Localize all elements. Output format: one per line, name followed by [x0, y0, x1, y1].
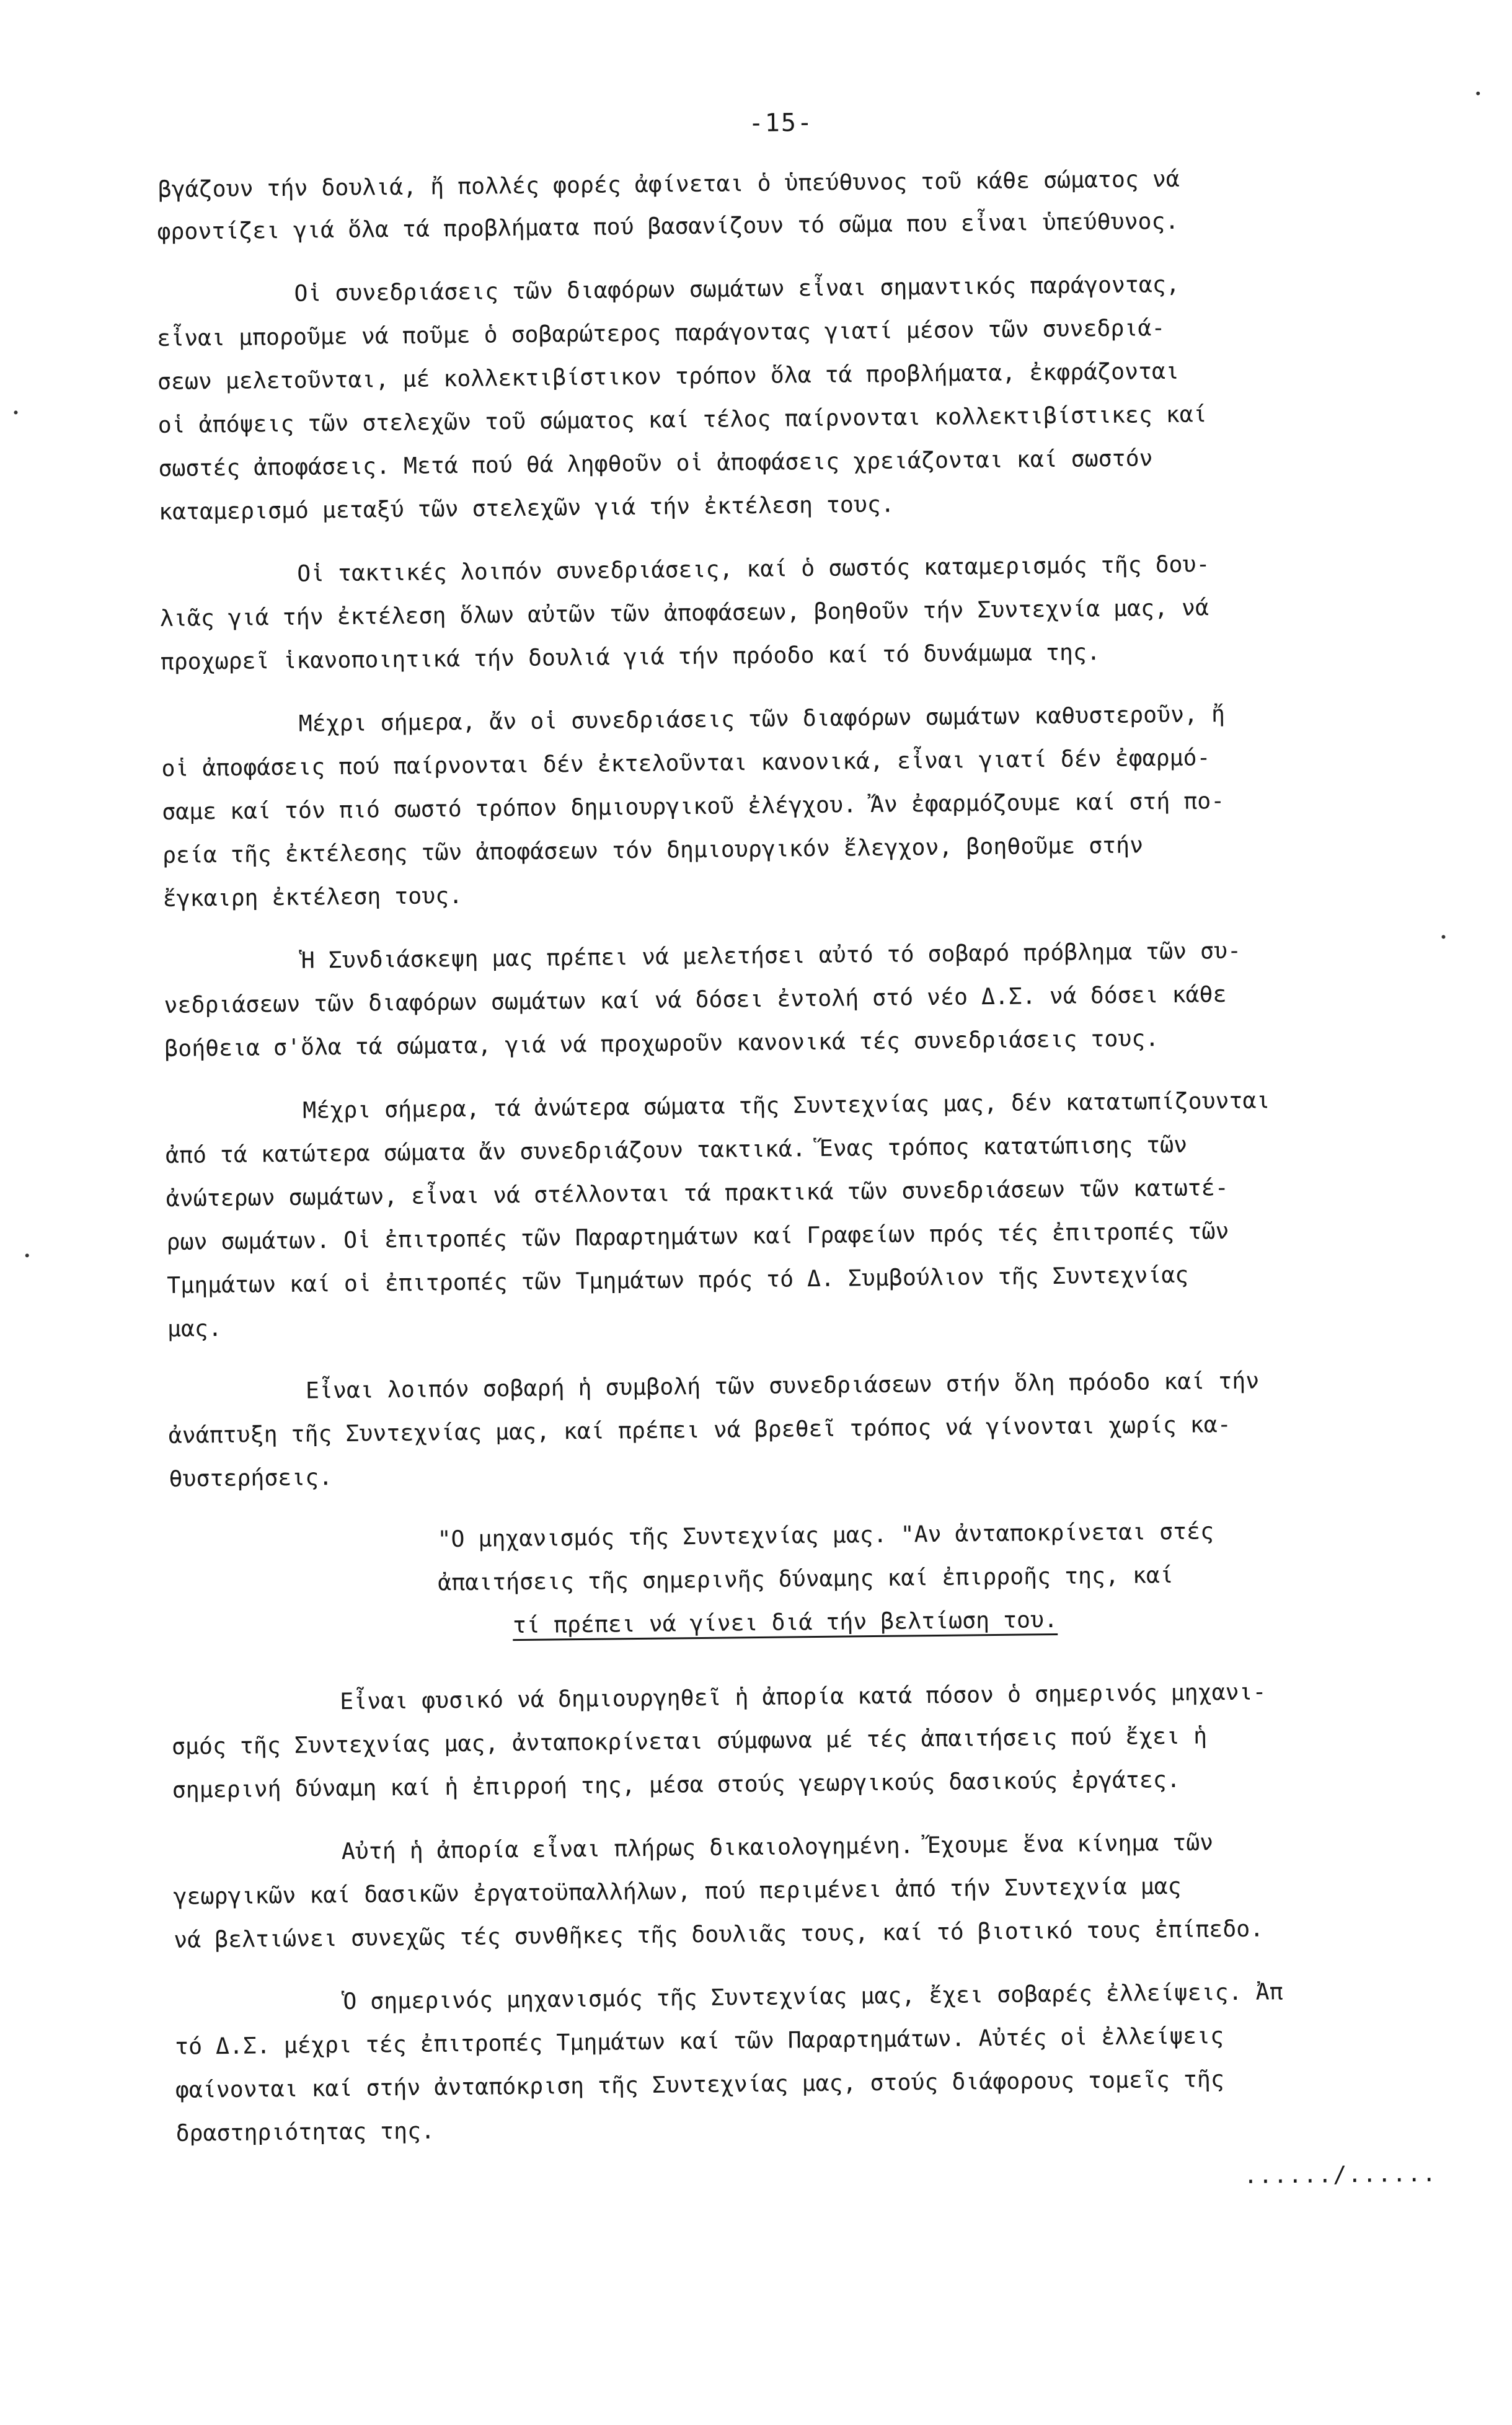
text-line: εἶναι μποροῦμε νά ποῦμε ὁ σοβαρώτερος παράγοντας γιατί μέσον τῶν συνεδριά- — [157, 314, 1165, 352]
text-line: μας. — [167, 1315, 223, 1342]
text-line: σωστές ἀποφάσεις. Μετά πού θά ληφθοῦν οἱ ἀποφάσεις χρειάζονται καί σωστόν — [158, 444, 1153, 482]
text-line: Οἱ τακτικές λοιπόν συνεδριάσεις, καί ὁ σωστός καταμερισμός τῆς δου- — [297, 550, 1210, 587]
text-line: οἱ ἀπόψεις τῶν στελεχῶν τοῦ σώματος καί τέλος παίρνονται κολλεκτιβίστικες καί — [157, 400, 1207, 439]
text-line: θυστερήσεις. — [169, 1464, 333, 1492]
text-line: βοήθεια σ'ὅλα τά σώματα, γιά νά προχωροῦν κανονικά τές συνεδριάσεις τους. — [164, 1025, 1159, 1062]
text-line: Εἶναι φυσικό νά δημιουργηθεῖ ἡ ἀπορία κατά πόσον ὁ σημερινός μηχανι- — [340, 1678, 1267, 1715]
text-line: σαμε καί τόν πιό σωστό τρόπον δημιουργικοῦ ἐλέγχου. Ἄν ἐφαρμόζουμε καί στή πο- — [162, 787, 1225, 825]
text-line: Μέχρι σήμερα, τά ἀνώτερα σώματα τῆς Συντεχνίας μας, δέν κατατωπίζουνται — [303, 1087, 1270, 1124]
scan-speck — [1476, 92, 1480, 95]
text-line: σημερινή δύναμη καί ἡ ἐπιρροή της, μέσα στούς γεωργικούς δασικούς ἐργάτες. — [172, 1765, 1181, 1803]
text-line: σεων μελετοῦνται, μέ κολλεκτιβίστικον τρόπον ὅλα τά προβλήματα, ἐκφράζονται — [157, 357, 1180, 395]
scan-speck — [25, 1253, 29, 1257]
scan-speck — [14, 410, 17, 414]
text-line: Μέχρι σήμερα, ἄν οἱ συνεδριάσεις τῶν διαφόρων σωμάτων καθυστεροῦν, ἤ — [298, 700, 1226, 737]
text-line: ἀνάπτυξη τῆς Συντεχνίας μας, καί πρέπει νά βρεθεῖ τρόπος νά γίνονται χωρίς κα- — [168, 1410, 1231, 1449]
text-line: Εἶναι λοιπόν σοβαρή ἡ συμβολή τῶν συνεδριάσεων στήν ὅλη πρόοδο καί τήν — [305, 1367, 1260, 1404]
text-line: ἀνώτερων σωμάτων, εἶναι νά στέλλονται τά πρακτικά τῶν συνεδριάσεων τῶν κατωτέ- — [166, 1174, 1229, 1212]
text-line: Ὁ σημερινός μηχανισμός τῆς Συντεχνίας μας, ἔχει σοβαρές ἐλλείψεις. Ἀπ — [343, 1978, 1283, 2015]
text-line: προχωρεῖ ἱκανοποιητικά τήν δουλιά γιά τήν πρόοδο καί τό δυνάμωμα της. — [160, 638, 1101, 676]
text-line: ἀπό τά κατώτερα σώματα ἄν συνεδριάζουν τακτικά. Ἕνας τρόπος κατατώπισης τῶν — [165, 1131, 1188, 1168]
text-line: καταμερισμό μεταξύ τῶν στελεχῶν γιά τήν ἐκτέλεση τους. — [158, 490, 895, 526]
text-line: βγάζουν τήν δουλιά, ἤ πολλές φορές ἀφίνεται ὁ ὑπεύθυνος τοῦ κάθε σώματος νά — [157, 165, 1180, 203]
scan-speck — [1441, 935, 1445, 939]
section-heading-line: τί πρέπει νά γίνει διά τήν βελτίωση του. — [512, 1606, 1058, 1639]
text-line: ἔγκαιρη ἐκτέλεση τους. — [162, 881, 463, 912]
text-line: ρεία τῆς ἐκτέλεσης τῶν ἀποφάσεων τόν δημιουργικόν ἔλεγχον, βοηθοῦμε στήν — [162, 831, 1144, 868]
section-heading-line: "Ο μηχανισμός τῆς Συντεχνίας μας. "Αν ἀνταποκρίνεται στές — [437, 1517, 1214, 1553]
continuation-marker: ....../...... — [1244, 2160, 1438, 2189]
section-heading-line: ἀπαιτήσεις τῆς σημερινῆς δύναμης καί ἐπιρροῆς της, καί — [438, 1561, 1174, 1596]
text-line: Τμημάτων καί οἱ ἐπιτροπές τῶν Τμημάτων πρός τό Δ. Συμβούλιον τῆς Συντεχνίας — [167, 1261, 1189, 1299]
text-line: οἱ ἀποφάσεις πού παίρνονται δέν ἐκτελοῦνται κανονικά, εἶναι γιατί δέν ἐφαρμό- — [161, 744, 1211, 782]
text-line: Αὐτή ἡ ἀπορία εἶναι πλήρως δικαιολογημένη. Ἔχουμε ἕνα κίνημα τῶν — [341, 1829, 1214, 1865]
text-line: σμός τῆς Συντεχνίας μας, ἀνταποκρίνεται σύμφωνα μέ τές ἀπαιτήσεις πού ἔχει ἡ — [171, 1722, 1208, 1760]
text-line: νεδριάσεων τῶν διαφόρων σωμάτων καί νά δόσει ἐντολή στό νέο Δ.Σ. νά δόσει κάθε — [164, 981, 1227, 1018]
text-line: φαίνονται καί στήν ἀνταπόκριση τῆς Συντεχνίας μας, στούς διάφορους τομεῖς τῆς — [175, 2065, 1225, 2103]
text-line: τό Δ.Σ. μέχρι τές ἐπιτροπές Τμημάτων καί τῶν Παραρτημάτων. Αὐτές οἱ ἐλλείψεις — [174, 2022, 1224, 2060]
text-line: γεωργικῶν καί δασικῶν ἐργατοϋπαλλήλων, πού περιμένει ἀπό τήν Συντεχνία μας — [173, 1872, 1182, 1910]
page-number: -15- — [748, 108, 814, 138]
text-line: νά βελτιώνει συνεχῶς τές συνθῆκες τῆς δουλιᾶς τους, καί τό βιοτικό τους ἐπίπεδο. — [174, 1915, 1264, 1953]
text-line: Ἡ Συνδιάσκεψη μας πρέπει νά μελετήσει αὐτό τό σοβαρό πρόβλημα τῶν συ- — [301, 937, 1242, 974]
text-line: Οἱ συνεδριάσεις τῶν διαφόρων σωμάτων εἶναι σημαντικός παράγοντας, — [294, 270, 1180, 307]
text-line: λιᾶς γιά τήν ἐκτέλεση ὅλων αὐτῶν τῶν ἀποφάσεων, βοηθοῦν τήν Συντεχνία μας, νά — [159, 594, 1209, 632]
text-line: ρων σωμάτων. Οἱ ἐπιτροπές τῶν Παραρτημάτων καί Γραφείων πρός τές ἐπιτροπές τῶν — [166, 1217, 1229, 1255]
text-line: φροντίζει γιά ὅλα τά προβλήματα πού βασανίζουν τό σῶμα που εἶναι ὑπεύθυνος. — [157, 207, 1179, 245]
text-line: δραστηριότητας της. — [175, 2117, 435, 2147]
